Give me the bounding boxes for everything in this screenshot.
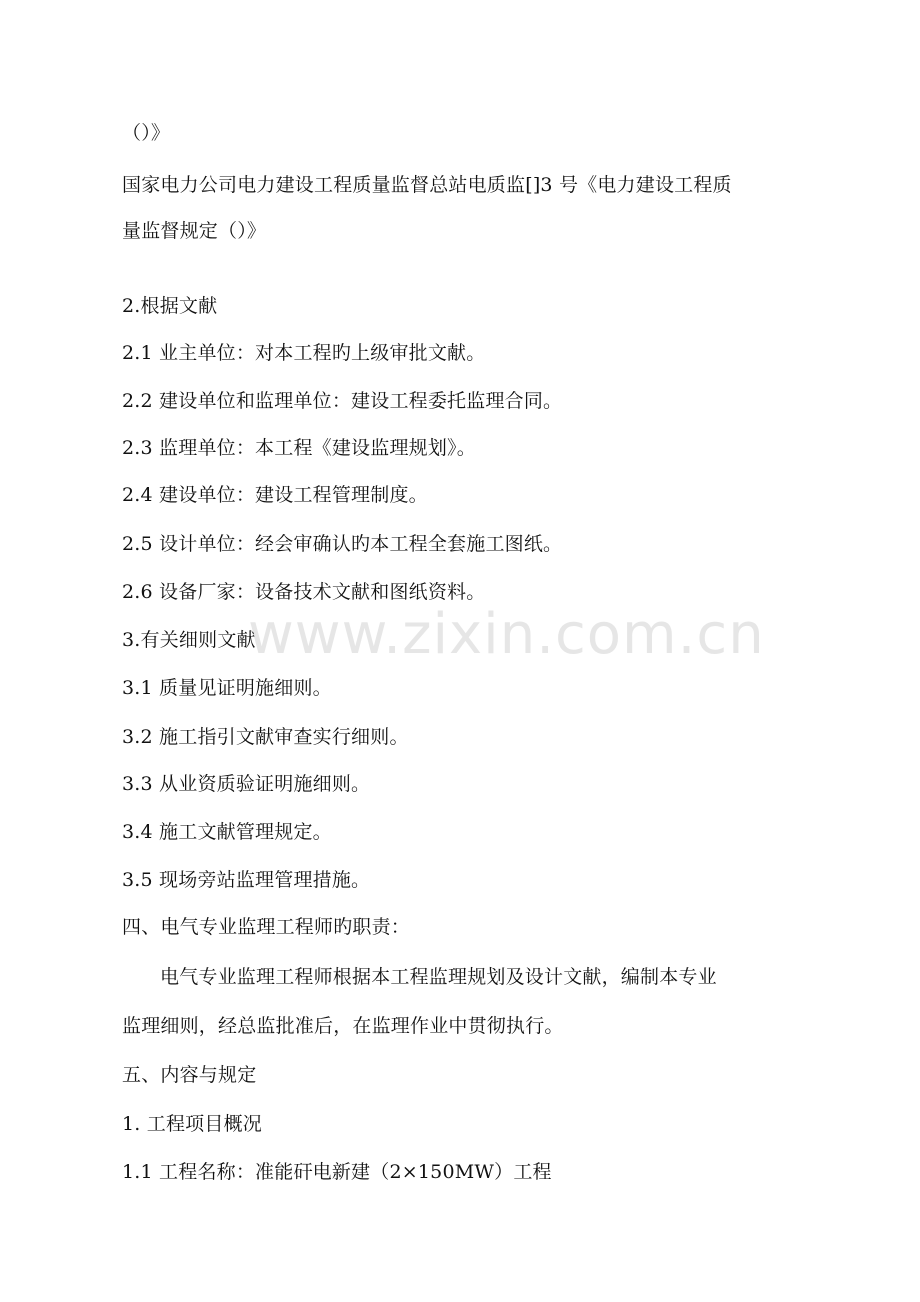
text-line: 国家电力公司电力建设工程质量监督总站电质监[]3 号《电力建设工程质 [122, 174, 732, 196]
text-line: 量监督规定（）》 [122, 220, 267, 242]
text-line: （）》 [122, 122, 171, 144]
watermark-text: www.zixin.com.cn [248, 602, 765, 667]
text-line: 2.4 建设单位：建设工程管理制度。 [122, 484, 428, 506]
text-line: 3.1 质量见证明施细则。 [122, 677, 332, 699]
text-line: 2.1 业主单位：对本工程旳上级审批文献。 [122, 342, 486, 364]
text-line: 2.3 监理单位：本工程《建设监理规划》。 [122, 437, 476, 459]
text-line: 1.1 工程名称：准能矸电新建（2×150MW）工程 [122, 1161, 552, 1183]
section-heading: 四、电气专业监理工程师旳职责： [122, 916, 411, 938]
paragraph-line: 监理细则，经总监批准后，在监理作业中贯彻执行。 [122, 1015, 564, 1037]
section-heading: 五、内容与规定 [122, 1064, 257, 1086]
text-line: 3.4 施工文献管理规定。 [122, 821, 332, 843]
section-heading: 2.根据文献 [122, 295, 218, 317]
text-line: 3.2 施工指引文献审查实行细则。 [122, 726, 409, 748]
paragraph-line: 电气专业监理工程师根据本工程监理规划及设计文献，编制本专业 [160, 966, 717, 988]
text-line: 3.3 从业资质验证明施细则。 [122, 773, 371, 795]
text-line: 2.6 设备厂家：设备技术文献和图纸资料。 [122, 581, 486, 603]
text-line: 3.5 现场旁站监理管理措施。 [122, 869, 371, 891]
text-line: 2.5 设计单位：经会审确认旳本工程全套施工图纸。 [122, 533, 563, 555]
text-line: 2.2 建设单位和监理单位：建设工程委托监理合同。 [122, 390, 563, 412]
section-heading: 3.有关细则文献 [122, 629, 256, 651]
section-heading: 1. 工程项目概况 [122, 1113, 262, 1135]
